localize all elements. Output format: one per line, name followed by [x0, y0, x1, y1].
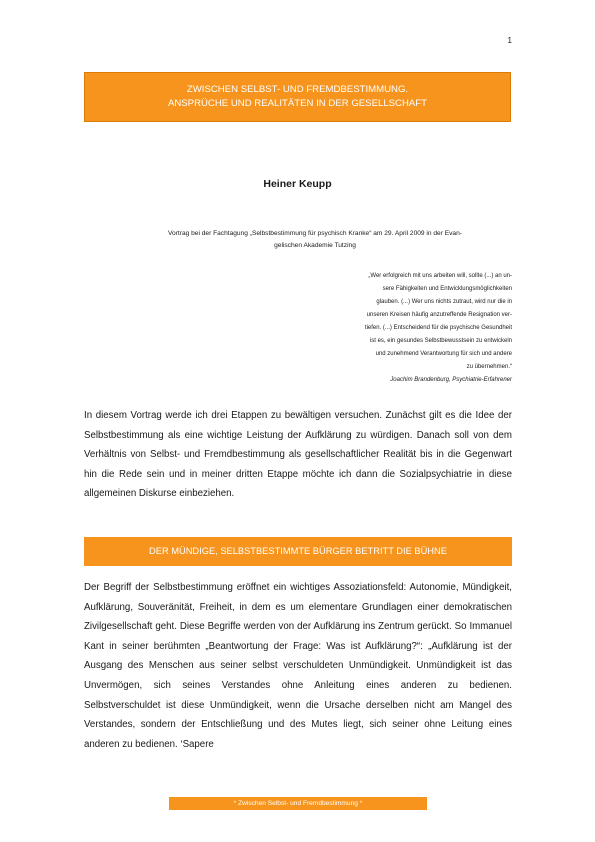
quote-line: glauben. (...) Wer uns nichts zutraut, wird nur die in [376, 299, 512, 305]
title-banner [84, 72, 511, 122]
event-line-2: gelischen Akademie Tutzing [274, 242, 356, 249]
quote-source: Joachim Brandenburg, Psychiatrie-Erfahrener [390, 377, 512, 383]
quote-line: ist es, ein gesundes Selbstbewusstsein zu entwickeln [369, 338, 512, 344]
intro-paragraph: In diesem Vortrag werde ich drei Etappen zu bewältigen versuchen. Zunächst gilt es die Idee der Selbstbestimmung als eine wichtige Leistung der Aufklärung zu würdigen. Danach soll von dem Verhältnis von Selbst- und Fremdbestimmung als gesellschaftlicher Realität bis in die Gegenwart hin die Rede sein und in meiner dritten Etappe möchte ich dann die Sozialpsychiatrie in diese allgemeinen Diskurse einbeziehen. [84, 410, 512, 500]
quote-line: zu übernehmen.“ [466, 364, 512, 370]
footer-band: * Zwischen Selbst- und Fremdbestimmung * [169, 797, 427, 810]
quote-line: unseren Kreisen häufig anzutreffende Resignation ver- [366, 312, 512, 318]
epigraph-quote [286, 270, 512, 387]
quote-line: „Wer erfolgreich mit uns arbeiten will, sollte (...) an un- [368, 273, 512, 279]
event-info [118, 228, 512, 252]
author-name: Heiner Keupp [263, 178, 332, 190]
quote-line: tiefen. (...) Entscheidend für die psychische Gesundheit [364, 325, 512, 331]
quote-line: sere Fähigkeiten und Entwicklungsmöglichkeiten [382, 286, 512, 292]
title-line-2: ANSPRÜCHE UND REALITÄTEN IN DER GESELLSCHAFT [167, 98, 428, 109]
quote-line: und zunehmend Verantwortung für sich und andere [375, 351, 512, 357]
page-number: 1 [507, 36, 512, 45]
title-line-1: ZWISCHEN SELBST- UND FREMDBESTIMMUNG. [186, 84, 409, 95]
section-heading: DER MÜNDIGE, SELBSTBESTIMMTE BÜRGER BETRITT DIE BÜHNE [84, 537, 512, 566]
section-body-paragraph: Der Begriff der Selbstbestimmung eröffnet ein wichtiges Assoziationsfeld: Autonomie, Mündigkeit, Aufklärung, Souveränität, Freiheit, in dem es um elementare Grundlagen einer demokratischen Zivilgesellschaft geht. Diese Begriffe werden von der Aufklärung ins Zentrum gerückt. So Immanuel Kant in seiner berühmten „Beantwortung der Frage: Was ist Aufklärung?“: „Aufklärung ist der Ausgang des Menschen aus seiner selbst verschuldeten Unmündigkeit. Unmündigkeit ist das Unvermögen, sich seines Verstandes ohne Anleitung eines anderen zu bedienen. Selbstverschuldet ist diese Unmündigkeit, wenn die Ursache derselben nicht am Mangel des Verstandes, sondern der Entschließung und des Mutes liegt, sich seiner ohne Leitung eines anderen zu bedienen. ‘Sapere [84, 582, 512, 750]
event-line-1: Vortrag bei der Fachtagung „Selbstbestimmung für psychisch Kranke“ am 29. April 2009 in der Evan- [168, 230, 462, 237]
